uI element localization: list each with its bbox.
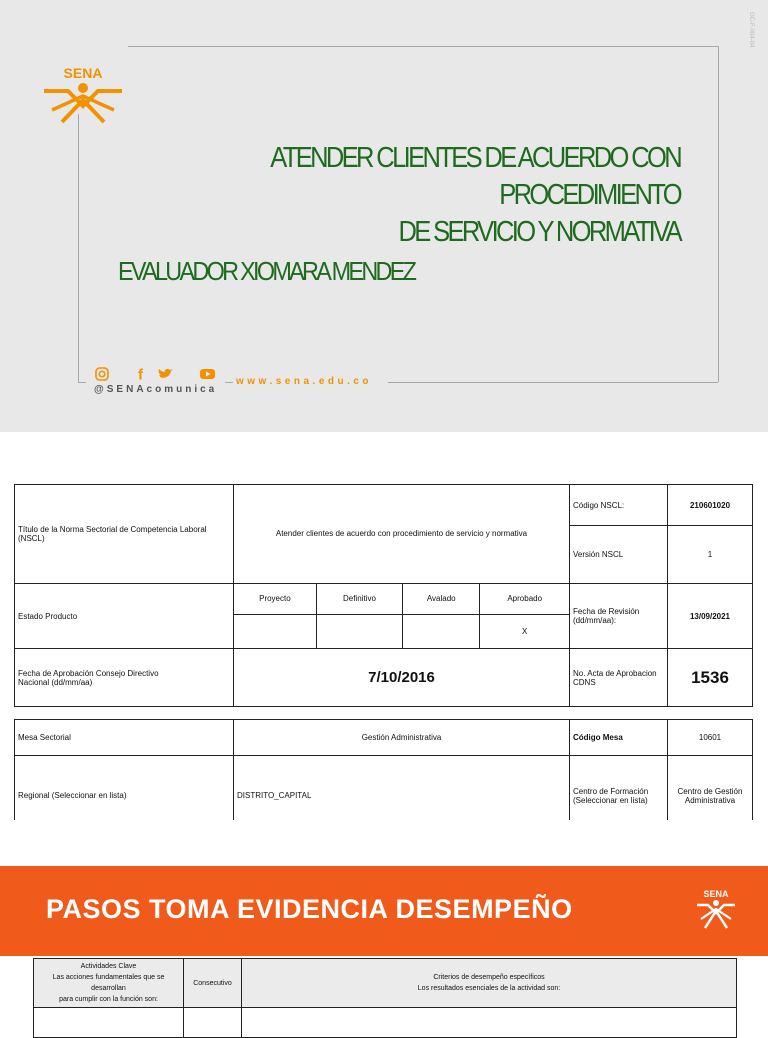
status-cell <box>234 614 316 648</box>
revision-label: Fecha de Revisión (dd/mm/aa): <box>570 584 668 649</box>
regional-value: DISTRITO_CAPITAL <box>234 756 570 821</box>
steps-col-activities <box>34 959 184 1008</box>
steps-table <box>33 958 737 1038</box>
cover-title-line1: ATENDER CLIENTES DE ACUERDO CON PROCEDIMIENTO <box>270 142 680 211</box>
sena-logo-icon <box>694 888 738 932</box>
mesa-code-label: Código Mesa <box>570 720 668 756</box>
code-label: Código NSCL: <box>570 485 668 526</box>
status-option: Avalado <box>403 584 480 614</box>
document-code: GC-F-004-04 <box>748 12 754 48</box>
centro-label-line1: Centro de Formación <box>573 786 649 796</box>
instagram-icon <box>96 368 108 380</box>
sena-logo-icon <box>38 64 128 124</box>
steps-slide <box>0 866 768 1024</box>
mesa-label: Mesa Sectorial <box>15 720 234 756</box>
evaluator-name: EVALUADOR XIOMARA MENDEZ <box>118 256 415 286</box>
code-value: 210601020 <box>668 485 753 526</box>
status-cell <box>403 614 480 648</box>
social-icons <box>94 367 224 381</box>
mesa-code-value: 10601 <box>668 720 753 756</box>
centro-label <box>570 756 668 821</box>
logo-text: SENA <box>703 889 729 899</box>
mesa-table <box>14 719 753 820</box>
acta-value: 1536 <box>668 649 753 707</box>
table-cell <box>184 1008 242 1038</box>
status-label: Estado Producto <box>15 584 234 649</box>
approval-label <box>15 649 234 707</box>
steps-title: PASOS TOMA EVIDENCIA DESEMPEÑO <box>46 894 573 924</box>
version-label: Versión NSCL <box>570 526 668 584</box>
status-option: Proyecto <box>234 584 316 614</box>
website-url: www.sena.edu.co <box>236 376 373 387</box>
youtube-icon <box>200 369 215 379</box>
status-cell <box>316 614 402 648</box>
centro-value-line1: Centro de Gestión <box>677 786 743 796</box>
cover-slide <box>0 0 768 432</box>
norm-info-slide <box>0 436 768 820</box>
frame-line <box>718 46 719 382</box>
twitter-icon <box>159 369 173 378</box>
approval-value: 7/10/2016 <box>234 649 570 707</box>
frame-line <box>78 382 86 383</box>
approval-label-line2: Nacional (dd/mm/aa) <box>18 677 93 687</box>
norm-title-label: Título de la Norma Sectorial de Competencia Laboral (NSCL) <box>15 485 234 584</box>
cover-title-line2: DE SERVICIO Y NORMATIVA <box>398 216 680 248</box>
version-value: 1 <box>668 526 753 584</box>
centro-value <box>668 756 753 821</box>
status-option: Aprobado <box>480 584 569 614</box>
frame-line <box>128 46 718 47</box>
frame-line <box>78 114 79 382</box>
col3-line1: Criterios de desempeño específicos <box>433 974 545 981</box>
facebook-icon: f <box>138 367 143 381</box>
approval-label-line1: Fecha de Aprobación Consejo Directivo <box>18 668 159 678</box>
status-option: Definitivo <box>316 584 402 614</box>
regional-label: Regional (Seleccionar en lista) <box>15 756 234 821</box>
steps-col-consecutive: Consecutivo <box>184 959 242 1008</box>
centro-label-line2: (Seleccionar en lista) <box>573 795 648 805</box>
status-grid <box>234 584 570 649</box>
frame-line <box>225 382 233 383</box>
frame-line <box>388 382 718 383</box>
acta-label: No. Acta de Aprobacion CDNS <box>570 649 668 707</box>
social-handle: @SENAcomunica <box>94 384 218 395</box>
col3-line2: Los resultados esenciales de la actividad son: <box>417 985 561 992</box>
centro-value-line2: Administrativa <box>684 795 736 805</box>
status-mark: X <box>480 614 569 648</box>
norm-title-value: Atender clientes de acuerdo con procedimiento de servicio y normativa <box>234 485 570 584</box>
col1-line2: Las acciones fundamentales que se desarrollan <box>52 974 165 992</box>
cover-title <box>170 140 680 251</box>
steps-banner <box>0 866 768 956</box>
steps-col-criteria <box>242 959 737 1008</box>
revision-value: 13/09/2021 <box>668 584 753 649</box>
table-cell <box>34 1008 184 1038</box>
col1-line3: para cumplir con la función son: <box>59 996 158 1003</box>
logo-text: SENA <box>63 65 103 81</box>
mesa-value: Gestión Administrativa <box>234 720 570 756</box>
norm-table <box>14 484 753 707</box>
col1-line1: Actividades Clave <box>80 963 137 970</box>
table-cell <box>242 1008 737 1038</box>
